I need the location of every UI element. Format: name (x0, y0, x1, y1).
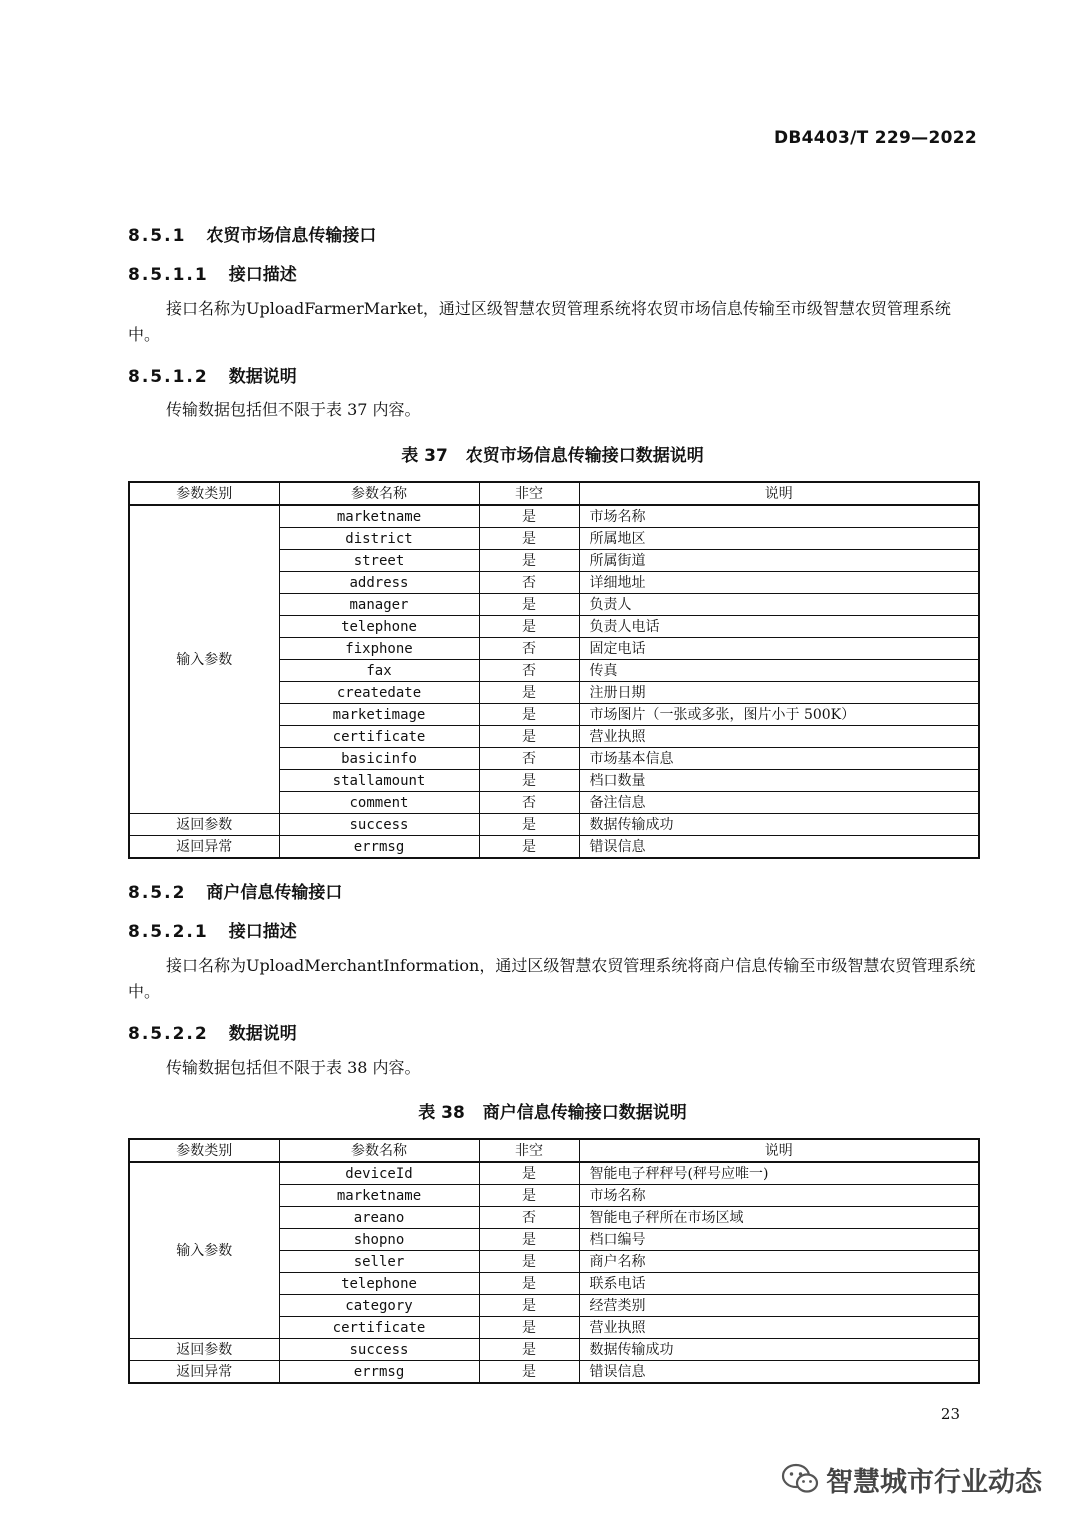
column-header: 参数类别 (129, 482, 279, 505)
parameter-name-cell: success (279, 1339, 479, 1361)
parameter-name-cell: certificate (279, 1317, 479, 1339)
column-header: 说明 (579, 482, 979, 505)
description-cell: 所属街道 (579, 550, 979, 572)
description-cell: 市场基本信息 (579, 748, 979, 770)
column-header: 参数类别 (129, 1139, 279, 1162)
watermark (780, 1462, 1042, 1496)
description-cell: 错误信息 (579, 1361, 979, 1384)
parameter-name-cell: district (279, 528, 479, 550)
required-cell: 是 (479, 1229, 579, 1251)
parameter-name-cell: errmsg (279, 1361, 479, 1384)
parameter-name-cell: fax (279, 660, 479, 682)
required-cell: 是 (479, 616, 579, 638)
section-heading-8-5-1 (128, 221, 376, 246)
parameter-name-cell: marketname (279, 505, 479, 528)
table-row (129, 836, 979, 859)
section-number: 8.5.2.2 (128, 1024, 209, 1044)
section-number: 8.5.2 (128, 883, 187, 903)
required-cell: 是 (479, 1162, 579, 1185)
description-cell: 档口数量 (579, 770, 979, 792)
description-cell: 传真 (579, 660, 979, 682)
required-cell: 否 (479, 792, 579, 814)
parameter-name-cell: category (279, 1295, 479, 1317)
section-heading-8-5-1-1 (128, 260, 297, 285)
required-cell: 否 (479, 748, 579, 770)
table-37 (128, 481, 980, 859)
description-cell: 负责人 (579, 594, 979, 616)
interface-description-text: 接口名称为UploadFarmerMarket，通过区级智慧农贸管理系统将农贸市场信息传输至市级智慧农贸管理系统中。 (128, 299, 951, 344)
section-heading-8-5-2-2 (128, 1019, 297, 1044)
required-cell: 是 (479, 726, 579, 748)
parameter-name-cell: areano (279, 1207, 479, 1229)
parameter-name-cell: telephone (279, 616, 479, 638)
description-cell: 错误信息 (579, 836, 979, 859)
required-cell: 是 (479, 1339, 579, 1361)
table-38 (128, 1138, 980, 1384)
section-title: 接口描述 (228, 922, 297, 942)
section-title: 农贸市场信息传输接口 (206, 226, 377, 246)
table-number: 表 38 (418, 1103, 465, 1123)
parameter-name-cell: stallamount (279, 770, 479, 792)
table-header-row (129, 482, 979, 505)
parameter-name-cell: deviceId (279, 1162, 479, 1185)
description-cell: 营业执照 (579, 1317, 979, 1339)
parameter-name-cell: createdate (279, 682, 479, 704)
required-cell: 是 (479, 1251, 579, 1273)
description-cell: 智能电子秤秤号(秤号应唯一) (579, 1162, 979, 1185)
parameter-name-cell: shopno (279, 1229, 479, 1251)
parameter-name-cell: seller (279, 1251, 479, 1273)
description-cell: 数据传输成功 (579, 1339, 979, 1361)
data-description-text: 传输数据包括但不限于表 38 内容。 (166, 1058, 421, 1077)
required-cell: 是 (479, 528, 579, 550)
description-cell: 市场名称 (579, 1185, 979, 1207)
description-cell: 市场图片（一张或多张，图片小于 500K） (579, 704, 979, 726)
parameter-category-cell: 返回参数 (129, 1339, 279, 1361)
required-cell: 是 (479, 704, 579, 726)
parameter-name-cell: fixphone (279, 638, 479, 660)
column-header: 说明 (579, 1139, 979, 1162)
column-header: 参数名称 (279, 482, 479, 505)
description-cell: 商户名称 (579, 1251, 979, 1273)
section-heading-8-5-2 (128, 878, 342, 903)
watermark-text: 智慧城市行业动态 (826, 1466, 1042, 1498)
parameter-category-cell: 输入参数 (129, 1162, 279, 1339)
required-cell: 否 (479, 572, 579, 594)
interface-description-text: 接口名称为UploadMerchantInformation，通过区级智慧农贸管理系统将商户信息传输至市级智慧农贸管理系统中。 (128, 956, 976, 1001)
table-row (129, 1162, 979, 1185)
parameter-name-cell: street (279, 550, 479, 572)
parameter-category-cell: 返回异常 (129, 1361, 279, 1384)
parameter-category-cell: 输入参数 (129, 505, 279, 814)
description-cell: 详细地址 (579, 572, 979, 594)
column-header: 非空 (479, 1139, 579, 1162)
required-cell: 否 (479, 660, 579, 682)
section-heading-8-5-2-1 (128, 917, 297, 942)
table-number: 表 37 (401, 446, 448, 466)
parameter-category-cell: 返回参数 (129, 814, 279, 836)
section-number: 8.5.2.1 (128, 922, 209, 942)
required-cell: 是 (479, 682, 579, 704)
parameter-name-cell: manager (279, 594, 479, 616)
table-title: 农贸市场信息传输接口数据说明 (465, 446, 704, 466)
parameter-name-cell: certificate (279, 726, 479, 748)
required-cell: 是 (479, 836, 579, 859)
section-number: 8.5.1.2 (128, 367, 209, 387)
required-cell: 是 (479, 594, 579, 616)
description-cell: 备注信息 (579, 792, 979, 814)
required-cell: 是 (479, 814, 579, 836)
required-cell: 否 (479, 638, 579, 660)
section-number: 8.5.1 (128, 226, 187, 246)
table-header-row (129, 1139, 979, 1162)
section-title: 接口描述 (228, 265, 297, 285)
required-cell: 是 (479, 770, 579, 792)
section-title: 数据说明 (228, 1024, 297, 1044)
description-cell: 负责人电话 (579, 616, 979, 638)
required-cell: 否 (479, 1207, 579, 1229)
description-cell: 营业执照 (579, 726, 979, 748)
document-code: DB4403/T 229—2022 (773, 128, 977, 148)
parameter-category-cell: 返回异常 (129, 836, 279, 859)
description-cell: 所属地区 (579, 528, 979, 550)
required-cell: 是 (479, 550, 579, 572)
required-cell: 是 (479, 505, 579, 528)
description-cell: 数据传输成功 (579, 814, 979, 836)
table-row (129, 1361, 979, 1384)
table-caption-37 (128, 441, 977, 466)
parameter-name-cell: errmsg (279, 836, 479, 859)
column-header: 非空 (479, 482, 579, 505)
required-cell: 是 (479, 1185, 579, 1207)
wechat-icon (780, 1462, 820, 1496)
table-row (129, 505, 979, 528)
description-cell: 注册日期 (579, 682, 979, 704)
table-title: 商户信息传输接口数据说明 (482, 1103, 687, 1123)
parameter-name-cell: comment (279, 792, 479, 814)
parameter-name-cell: marketimage (279, 704, 479, 726)
description-cell: 固定电话 (579, 638, 979, 660)
table-caption-38 (128, 1098, 977, 1123)
table-row (129, 814, 979, 836)
description-cell: 档口编号 (579, 1229, 979, 1251)
data-description-text: 传输数据包括但不限于表 37 内容。 (166, 400, 421, 419)
section-heading-8-5-1-2 (128, 362, 297, 387)
section-title: 数据说明 (228, 367, 297, 387)
parameter-name-cell: success (279, 814, 479, 836)
parameter-name-cell: basicinfo (279, 748, 479, 770)
description-cell: 经营类别 (579, 1295, 979, 1317)
required-cell: 是 (479, 1361, 579, 1384)
required-cell: 是 (479, 1317, 579, 1339)
required-cell: 是 (479, 1273, 579, 1295)
description-cell: 联系电话 (579, 1273, 979, 1295)
description-cell: 市场名称 (579, 505, 979, 528)
section-number: 8.5.1.1 (128, 265, 209, 285)
parameter-name-cell: address (279, 572, 479, 594)
description-cell: 智能电子秤所在市场区域 (579, 1207, 979, 1229)
table-row (129, 1339, 979, 1361)
section-title: 商户信息传输接口 (206, 883, 343, 903)
parameter-name-cell: telephone (279, 1273, 479, 1295)
parameter-name-cell: marketname (279, 1185, 479, 1207)
page-number: 23 (940, 1405, 960, 1423)
required-cell: 是 (479, 1295, 579, 1317)
column-header: 参数名称 (279, 1139, 479, 1162)
